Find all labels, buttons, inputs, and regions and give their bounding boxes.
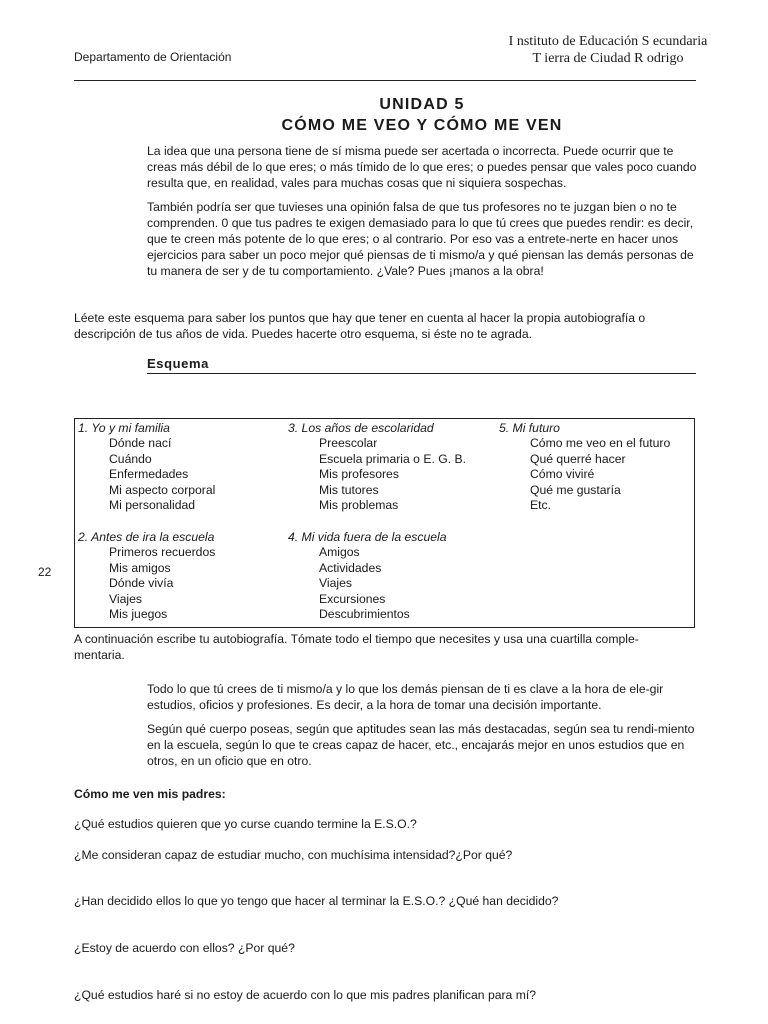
schema-instructions: Léete este esquema para saber los puntos que hay que tener en cuenta al hacer la propia autobiografía o descripción de tus años de vida. Puedes hacerte otro esquema, si éste no te agrada.: [74, 311, 646, 341]
schema-item: Cómo viviré: [530, 467, 595, 482]
institute-line-1: I nstituto de Educación S ecundaria: [508, 34, 708, 49]
schema-heading-family: 1. Yo y mi familia: [78, 421, 170, 435]
schema-item: Qué me gustaría: [530, 482, 621, 497]
schema-item: Cómo me veo en el futuro: [530, 436, 671, 450]
schema-item: Mis profesores: [319, 467, 399, 482]
header-divider: [74, 80, 696, 81]
schema-item: Viajes: [319, 576, 352, 591]
parents-questions-heading: Cómo me ven mis padres:: [74, 787, 226, 801]
institute-name: [506, 33, 710, 67]
schema-item: Preescolar: [319, 436, 378, 450]
schema-item: Etc.: [530, 498, 551, 513]
schema-heading: Esquema: [147, 356, 696, 374]
decision-paragraph-2: Según qué cuerpo poseas, según que aptitudes sean las más destacadas, según sea tu rendi-miento en la escuela, según lo que te creas capaz de hacer, etc., encajarás mejor en unos estudios que en otros, en un oficio que en otro.: [147, 722, 695, 768]
autobiography-instruction: A continuación escribe tu autobiografía. Tómate todo el tiempo que necesites y usa una cuartilla comple-mentaria.: [74, 632, 639, 662]
schema-heading-future: 5. Mi futuro: [499, 421, 560, 435]
schema-item: Escuela primaria o E. G. B.: [319, 451, 466, 466]
schema-item: Enfermedades: [109, 467, 189, 482]
decision-section: [147, 681, 699, 777]
intro-paragraph-1: La idea que una persona tiene de sí misma puede ser acertada o incorrecta. Puede ocurrir que te creas más débil de lo que eres; o más tímido de lo que eres; o puedes pensar que vales poco cuando resulta que, en realidad, vales para muchas cosas que ni siquiera sospechas.: [147, 144, 697, 190]
schema-column-2: [285, 420, 466, 623]
unit-number: UNIDAD 5: [379, 96, 465, 113]
schema-item: Descubrimientos: [319, 607, 410, 622]
question-4: ¿Estoy de acuerdo con ellos? ¿Por qué?: [74, 941, 295, 955]
question-5: ¿Qué estudios haré si no estoy de acuerdo con lo que mis padres planifican para mí?: [74, 988, 537, 1002]
intro-section: [147, 143, 699, 287]
unit-title: CÓMO ME VEO Y CÓMO ME VEN: [281, 117, 563, 134]
schema-box: [74, 418, 695, 628]
schema-item: Primeros recuerdos: [109, 544, 216, 559]
schema-heading-outside-school: 4. Mi vida fuera de la escuela: [288, 529, 447, 544]
schema-heading-before-school: 2. Antes de ira la escuela: [78, 529, 215, 544]
schema-item: Qué querré hacer: [530, 451, 626, 466]
question-3: ¿Han decidido ellos lo que yo tengo que hacer al terminar la E.S.O.? ¿Qué han decidido?: [74, 894, 559, 908]
schema-item: Dónde vivía: [109, 576, 174, 591]
schema-item: Mis juegos: [109, 607, 168, 622]
unit-heading: [74, 94, 768, 136]
question-1: ¿Qué estudios quieren que yo curse cuando termine la E.S.O.?: [74, 817, 417, 831]
institute-line-2: T ierra de Ciudad R odrigo: [532, 51, 684, 66]
schema-item: Mis amigos: [109, 560, 171, 575]
schema-item: Mis tutores: [319, 482, 379, 497]
schema-column-1: [75, 420, 215, 623]
schema-column-3: [496, 420, 670, 514]
question-2: ¿Me consideran capaz de estudiar mucho, con muchísima intensidad?¿Por qué?: [74, 848, 513, 862]
schema-item: Mi personalidad: [109, 498, 196, 513]
decision-paragraph-1: Todo lo que tú crees de ti mismo/a y lo que los demás piensan de ti es clave a la hora de ele-gir estudios, oficios y profesiones. Es decir, a la hora de tomar una decisión importante.: [147, 682, 664, 712]
schema-item: Mis problemas: [319, 498, 399, 513]
schema-item: Excursiones: [319, 591, 386, 606]
schema-item: Dónde nací: [109, 436, 172, 450]
schema-item: Actividades: [319, 560, 382, 575]
schema-item: Mi aspecto corporal: [109, 482, 216, 497]
schema-item: Amigos: [319, 544, 360, 559]
schema-item: Viajes: [109, 591, 142, 606]
department-label: Departamento de Orientación: [74, 50, 232, 64]
page-number: 22: [38, 565, 52, 579]
schema-item: Cuándo: [109, 451, 152, 466]
schema-heading-school-years: 3. Los años de escolaridad: [288, 421, 434, 435]
intro-paragraph-2: También podría ser que tuvieses una opinión falsa de que tus profesores no te juzgan bien o no te comprenden. 0 que tus padres te exigen demasiado para lo que tú crees que puedes rendir: es decir, que te creen más potente de lo que eres; o al contrario. Por eso vas a entrete-nerte en hacer unos ejercicios para saber un poco mejor qué piensas de ti mismo/a y qué piensan las demás personas de tu manera de ser y de tu comportamiento. ¿Vale? Pues ¡manos a la obra!: [147, 200, 694, 278]
